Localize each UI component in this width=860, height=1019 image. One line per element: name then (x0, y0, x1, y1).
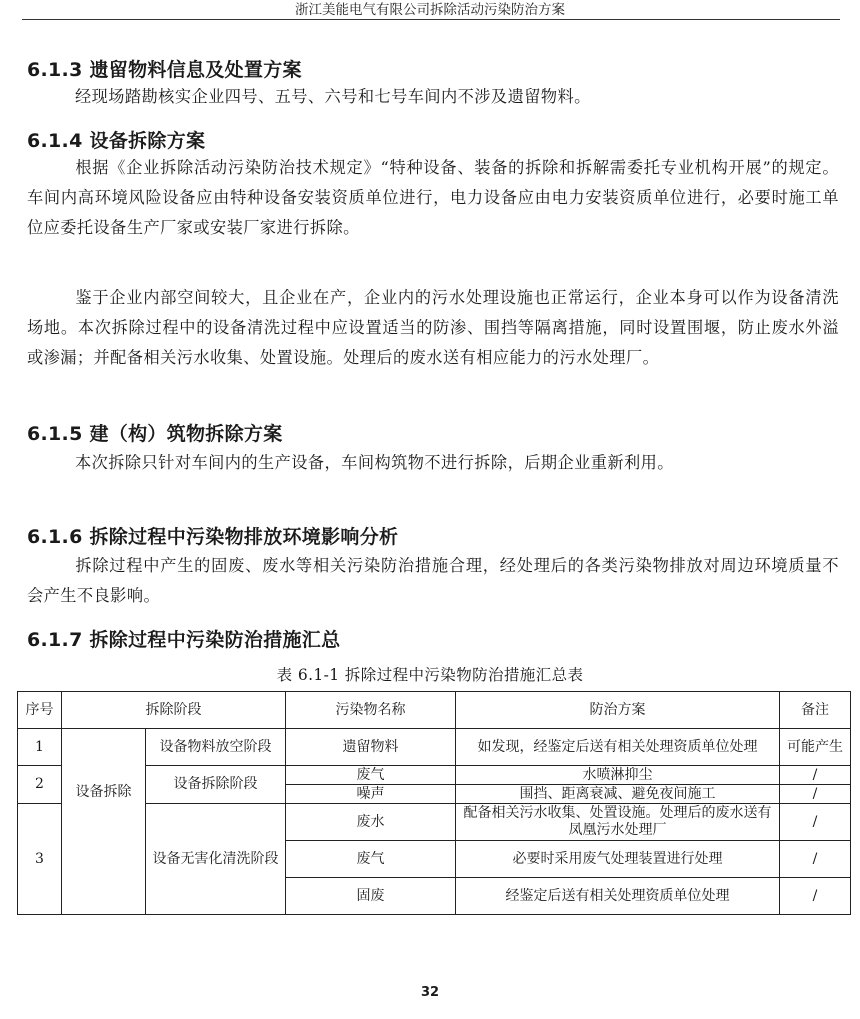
plan-cell: 配备相关污水收集、处置设施。处理后的废水送有凤凰污水处理厂 (456, 804, 780, 841)
pollution-measures-table (17, 691, 851, 915)
running-header: 浙江美能电气有限公司拆除活动污染防治方案 (295, 2, 565, 18)
row-number: 2 (18, 766, 62, 804)
section-6-1-4-paragraph-2: 鉴于企业内部空间较大，且企业在产，企业内的污水处理设施也正常运行，企业本身可以作为设备清洗场地。本次拆除过程中的设备清洗过程中应设置适当的防渗、围挡等隔离措施，同时设置围堰，防止废水外溢或渗漏；并配备相关污水收集、处置设施。处理后的废水送有相应能力的污水处理厂。 (27, 288, 839, 367)
remark-cell: / (780, 766, 851, 785)
row-number: 1 (18, 729, 62, 766)
substage-cell: 设备拆除阶段 (146, 766, 286, 804)
pollutant-cell: 噪声 (286, 785, 456, 804)
table-row (18, 729, 851, 766)
pollutant-cell: 遗留物料 (286, 729, 456, 766)
plan-cell: 水喷淋抑尘 (456, 766, 780, 785)
section-heading-6-1-6: 6.1.6 拆除过程中污染物排放环境影响分析 (27, 526, 399, 548)
table-caption: 表 6.1-1 拆除过程中污染物防治措施汇总表 (276, 666, 584, 684)
page-number: 32 (420, 985, 440, 1000)
remark-cell: / (780, 878, 851, 915)
section-heading-6-1-7: 6.1.7 拆除过程中污染防治措施汇总 (27, 629, 341, 651)
header-plan: 防治方案 (456, 692, 780, 729)
header-no: 序号 (18, 692, 62, 729)
table-header-row (18, 692, 851, 729)
pollutant-cell: 废水 (286, 804, 456, 841)
remark-cell: / (780, 841, 851, 878)
remark-cell: / (780, 785, 851, 804)
header-stage: 拆除阶段 (62, 692, 286, 729)
stage-group-cell: 设备拆除 (62, 729, 146, 915)
section-6-1-5-paragraph: 本次拆除只针对车间内的生产设备，车间构筑物不进行拆除，后期企业重新利用。 (75, 453, 674, 472)
section-6-1-3-paragraph: 经现场踏勘核实企业四号、五号、六号和七号车间内不涉及遗留物料。 (75, 87, 591, 106)
section-heading-6-1-3: 6.1.3 遗留物料信息及处置方案 (27, 59, 302, 81)
remark-cell: 可能产生 (780, 729, 851, 766)
plan-cell: 围挡、距离衰减、避免夜间施工 (456, 785, 780, 804)
pollutant-cell: 废气 (286, 766, 456, 785)
plan-cell: 如发现，经鉴定后送有相关处理资质单位处理 (456, 729, 780, 766)
header-rule (22, 19, 840, 20)
header-remark: 备注 (780, 692, 851, 729)
plan-cell: 经鉴定后送有相关处理资质单位处理 (456, 878, 780, 915)
row-number: 3 (18, 804, 62, 915)
section-heading-6-1-4: 6.1.4 设备拆除方案 (27, 130, 206, 152)
pollutant-cell: 废气 (286, 841, 456, 878)
section-6-1-6-paragraph: 拆除过程中产生的固废、废水等相关污染防治措施合理，经处理后的各类污染物排放对周边环境质量不会产生不良影响。 (27, 556, 839, 605)
substage-cell: 设备无害化清洗阶段 (146, 804, 286, 915)
header-pollutant: 污染物名称 (286, 692, 456, 729)
substage-cell: 设备物料放空阶段 (146, 729, 286, 766)
pollutant-cell: 固废 (286, 878, 456, 915)
section-6-1-4-paragraph-1: 根据《企业拆除活动污染防治技术规定》“特种设备、装备的拆除和拆解需委托专业机构开展”的规定。车间内高环境风险设备应由特种设备安装资质单位进行，电力设备应由电力安装资质单位进行，必要时施工单位应委托设备生产厂家或安装厂家进行拆除。 (27, 158, 839, 237)
plan-cell: 必要时采用废气处理装置进行处理 (456, 841, 780, 878)
section-heading-6-1-5: 6.1.5 建（构）筑物拆除方案 (27, 423, 283, 445)
remark-cell: / (780, 804, 851, 841)
